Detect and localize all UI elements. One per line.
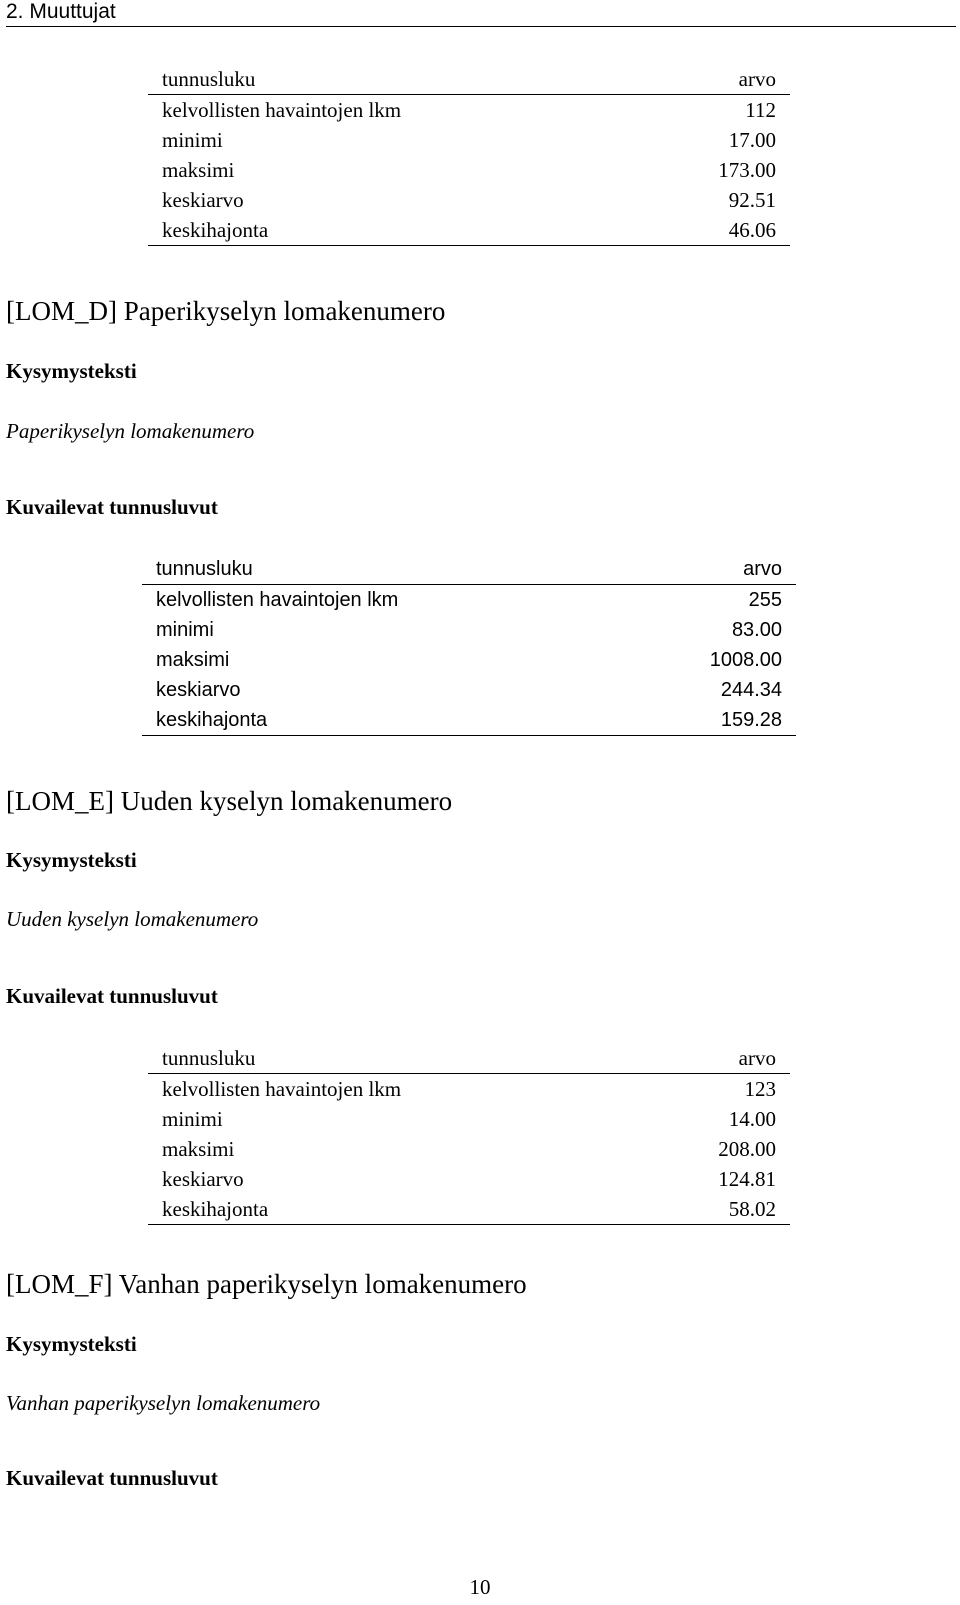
variable-title-lom-f: [LOM_F] Vanhan paperikyselyn lomakenumero xyxy=(6,1269,527,1299)
row-value: 255 xyxy=(748,589,782,611)
variable-title-lom-d: [LOM_D] Paperikyselyn lomakenumero xyxy=(6,296,446,326)
row-value: 124.81 xyxy=(718,1167,776,1191)
column-header-statistic: tunnusluku xyxy=(142,554,619,585)
row-label: minimi xyxy=(162,128,223,152)
question-heading-lom-f: Kysymysteksti xyxy=(6,1332,137,1356)
table-row xyxy=(148,1194,790,1225)
question-heading-lom-d: Kysymysteksti xyxy=(6,359,137,383)
question-text-lom-f: Vanhan paperikyselyn lomakenumero xyxy=(6,1391,321,1415)
row-label: minimi xyxy=(162,1107,223,1131)
table-row xyxy=(142,615,796,645)
row-value: 123 xyxy=(744,1077,776,1101)
row-value: 244.34 xyxy=(720,679,782,701)
table-row xyxy=(148,155,790,185)
table-row xyxy=(148,125,790,155)
table-header-row xyxy=(142,554,796,585)
row-label: kelvollisten havaintojen lkm xyxy=(162,98,402,122)
table-header-row xyxy=(148,1043,790,1074)
stats-table-lom-d xyxy=(142,554,796,736)
row-value: 46.06 xyxy=(634,215,790,246)
row-label: maksimi xyxy=(162,1137,235,1161)
row-label: minimi xyxy=(156,619,214,641)
row-label: kelvollisten havaintojen lkm xyxy=(162,1077,402,1101)
table-row xyxy=(148,1104,790,1134)
running-header: 2. Muuttujat xyxy=(6,0,956,27)
row-value: 159.28 xyxy=(619,705,796,736)
row-label: maksimi xyxy=(156,649,230,671)
row-value: 92.51 xyxy=(728,188,776,212)
column-header-statistic: tunnusluku xyxy=(148,64,634,95)
table-row xyxy=(148,1164,790,1194)
row-value: 1008.00 xyxy=(709,649,782,671)
table-row xyxy=(142,675,796,705)
row-label: keskihajonta xyxy=(148,215,634,246)
table-row xyxy=(148,95,790,126)
row-label: keskihajonta xyxy=(142,705,619,736)
column-header-value: arvo xyxy=(619,554,796,585)
stats-heading-lom-d: Kuvailevat tunnusluvut xyxy=(6,495,218,519)
column-header-value: arvo xyxy=(634,64,790,95)
question-text-lom-d: Paperikyselyn lomakenumero xyxy=(6,419,255,443)
row-label: keskihajonta xyxy=(148,1194,634,1225)
row-label: keskiarvo xyxy=(162,188,244,212)
table-row xyxy=(142,705,796,736)
row-value: 14.00 xyxy=(728,1107,776,1131)
row-value: 173.00 xyxy=(718,158,776,182)
column-header-statistic: tunnusluku xyxy=(148,1043,634,1074)
row-value: 17.00 xyxy=(728,128,776,152)
row-label: keskiarvo xyxy=(162,1167,244,1191)
stats-heading-lom-f: Kuvailevat tunnusluvut xyxy=(6,1466,218,1490)
table-row xyxy=(148,185,790,215)
table-row xyxy=(142,645,796,675)
question-heading-lom-e: Kysymysteksti xyxy=(6,848,137,872)
question-text-lom-e: Uuden kyselyn lomakenumero xyxy=(6,907,259,931)
variable-title-lom-e: [LOM_E] Uuden kyselyn lomakenumero xyxy=(6,786,453,816)
table-header-row xyxy=(148,64,790,95)
stats-table-lom-e xyxy=(148,1043,790,1225)
row-label: kelvollisten havaintojen lkm xyxy=(156,589,399,611)
row-value: 112 xyxy=(745,98,776,122)
stats-heading-lom-e: Kuvailevat tunnusluvut xyxy=(6,984,218,1008)
table-row xyxy=(148,1134,790,1164)
table-row xyxy=(148,1074,790,1105)
page-number: 10 xyxy=(469,1575,491,1599)
table-row xyxy=(142,585,796,616)
column-header-value: arvo xyxy=(634,1043,790,1074)
row-label: keskiarvo xyxy=(156,679,241,701)
row-label: maksimi xyxy=(162,158,235,182)
row-value: 208.00 xyxy=(718,1137,776,1161)
stats-table-top xyxy=(148,64,790,246)
row-value: 58.02 xyxy=(634,1194,790,1225)
table-row xyxy=(148,215,790,246)
row-value: 83.00 xyxy=(731,619,782,641)
